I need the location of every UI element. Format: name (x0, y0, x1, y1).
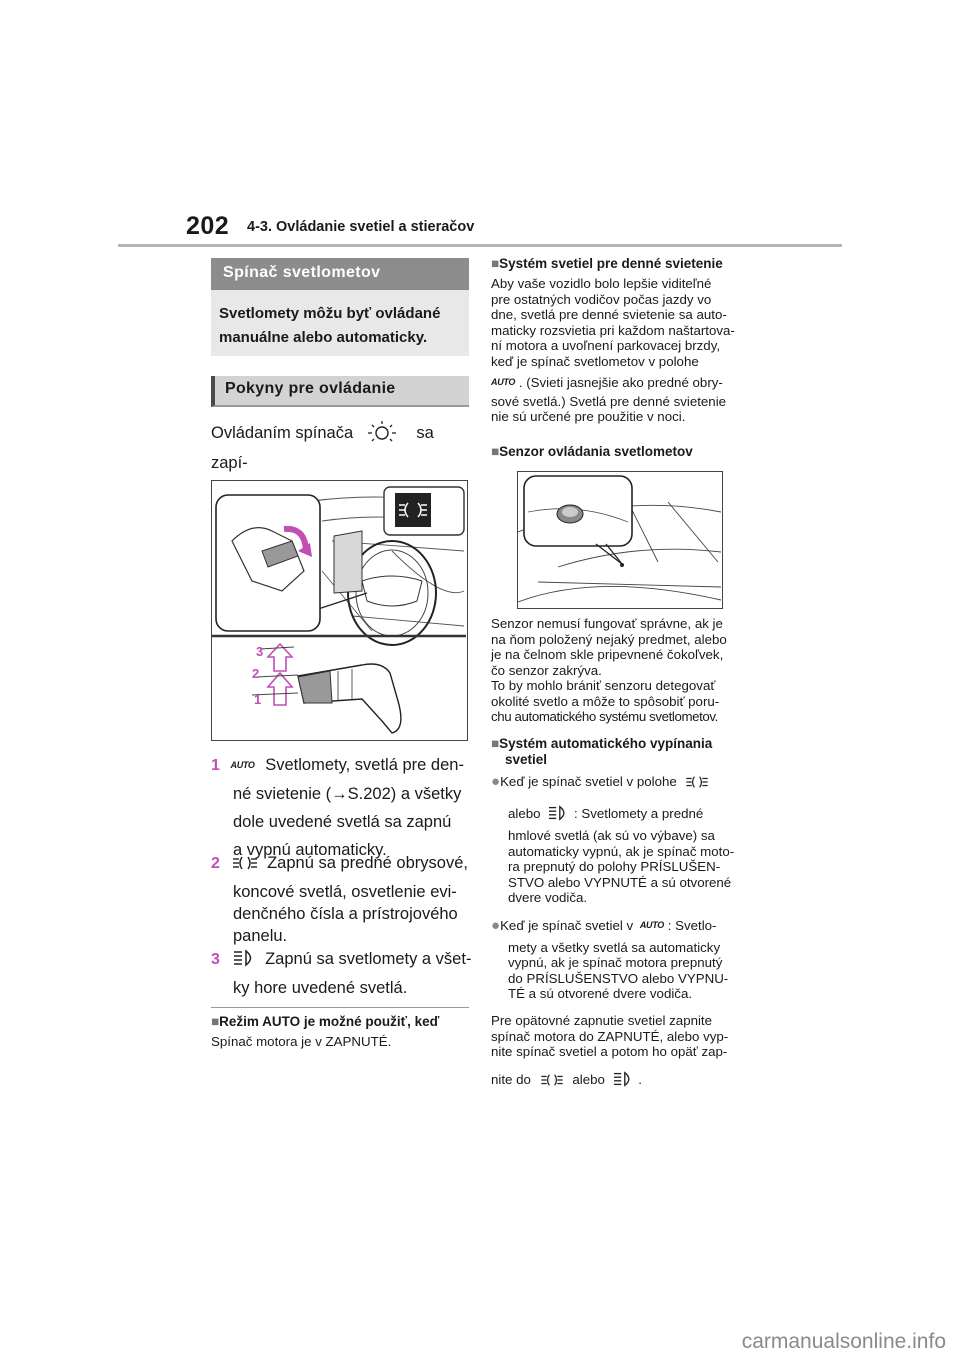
item-3-line-2: ky hore uvedené svetlá. (233, 979, 408, 997)
light-bulb-icon (358, 419, 406, 445)
item-1-line-2: né svietenie (→S.202) a všetky (233, 785, 462, 803)
figure-label-2: 2 (252, 666, 260, 681)
item-1-text: Svetlomety, svetlá pre den- (265, 756, 464, 774)
item-2-text: Zapnú sa predné obrysové, (267, 854, 468, 872)
drl-paragraph: Aby vaše vozidlo bolo lepšie viditeľné pre ostatných vodičov počas jazdy vo dne, svetlá pre denné svietenie sa auto- maticky rozsvietia pri každom naštartova- ní motora a uvoľnení parkovacej brzdy, keď je spínač svetlometov v polohe AUTO . (Svieti jasnejšie ako predné obry- sové svetlá.) Svetlá pre denné svietenie nie sú určené pre použitie v noci. (491, 276, 735, 424)
item-1 (211, 751, 473, 864)
autooff-heading: ■Systém automatického vypínania svetiel (491, 736, 713, 767)
autooff-bullet-2: ●Keď je spínač svetiel v AUTO : Svetlo- mety a všetky svetlá sa automaticky vypnú, ak je spínač motora prepnutý do PRÍSLUŠENSTVO alebo VYPNU- TÉ a sú otvorené dvere vodiča. (491, 917, 729, 1001)
sensor-paragraph: Senzor nemusí fungovať správne, ak je na ňom položený nejaký predmet, alebo je na čelnom skle pripevnené čokoľvek, čo senzor zakrýva. To by mohlo brániť senzoru detegovať okolité svetlo a môže to spôsobiť poru- chu automatického systému svetlometov. (491, 616, 727, 724)
headlight-icon (611, 1070, 635, 1088)
item-1-line-4: a vypnú automaticky. (233, 841, 387, 859)
headlight-switch-figure (211, 480, 468, 741)
subsection-title-bar (211, 376, 469, 407)
light-sensor-illustration (518, 472, 721, 607)
subsection-title: Pokyny pre ovládanie (225, 380, 396, 397)
intro-box (211, 290, 469, 356)
item-3-number: 3 (211, 951, 220, 968)
figure-label-3: 3 (256, 644, 264, 659)
watermark[interactable]: carmanualsonline.info (741, 1330, 946, 1353)
drl-heading: ■Systém svetiel pre denné svietenie (491, 256, 723, 271)
header-divider (118, 244, 842, 247)
headlight-switch-illustration (212, 481, 466, 739)
light-sensor-figure (517, 471, 723, 609)
auto-mode-text: Spínač motora je v ZAPNUTÉ. (211, 1034, 392, 1049)
section-title: Spínač svetlometov (223, 264, 381, 281)
sensor-heading: ■Senzor ovládania svetlometov (491, 444, 693, 459)
reactivate-paragraph: Pre opätovné zapnutie svetiel zapnite spínač motora do ZAPNUTÉ, alebo vyp- nite spínač svetiel a potom ho opäť zap- nite do alebo . (491, 1013, 729, 1087)
item-1-number: 1 (211, 757, 220, 774)
item-2 (211, 850, 473, 947)
page-number: 202 (186, 212, 230, 240)
headlight-icon (231, 948, 257, 968)
lead-line-1: Ovládaním spínača sa zapí- (211, 418, 473, 478)
item-1-line-3: dole uvedené svetlá sa zapnú (233, 813, 452, 831)
auto-icon: AUTO (491, 377, 516, 387)
auto-mode-heading: ■Režim AUTO je možné použiť, keď (211, 1014, 440, 1029)
item-3 (211, 945, 473, 1002)
chapter-title: 4-3. Ovládanie svetiel a stieračov (247, 219, 475, 235)
auto-icon: AUTO (230, 760, 255, 770)
tail-light-icon (684, 774, 710, 790)
figure-label-1: 1 (254, 692, 262, 707)
auto-mode-divider (211, 1007, 469, 1008)
auto-icon: AUTO (639, 920, 664, 930)
tail-light-icon (539, 1072, 565, 1088)
item-2-line-4: panelu. (233, 927, 288, 945)
item-2-line-2: koncové svetlá, osvetlenie evi- (233, 883, 457, 901)
section-title-bar (211, 258, 469, 290)
tail-light-icon (231, 854, 259, 872)
autooff-bullet-1: ●Keď je spínač svetiel v polohe alebo : Svetlomety a predné hmlové svetlá (ak sú vo výbave) sa automaticky vypnú, ak je spínač moto- ra prepnutý do polohy PRÍSLUŠEN- STVO alebo VYPNUTÉ a sú otvorené dvere vodiča. (491, 773, 735, 905)
item-3-text: Zapnú sa svetlomety a všet- (265, 950, 472, 968)
item-2-line-3: denčného čísla a prístrojového (233, 905, 458, 923)
headlight-icon (546, 804, 570, 822)
intro-text: Svetlomety môžu byť ovládané manuálne alebo automaticky. (219, 305, 441, 346)
item-2-number: 2 (211, 855, 220, 872)
